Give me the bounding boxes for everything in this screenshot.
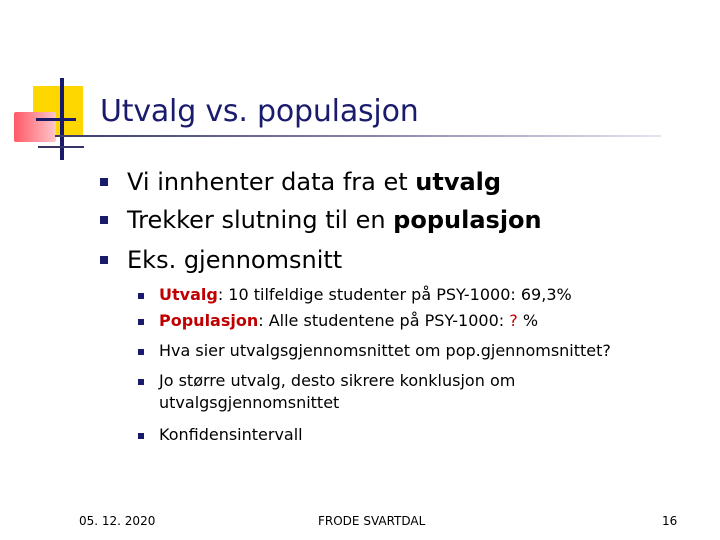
slide: Utvalg vs. populasjon Vi innhenter data fra et utvalg Trekker slutning til en populasjon Eks. gjennomsnitt Utvalg: 10 tilfeldige studenter på PSY-1000: 69,3% Populasjon: Alle studentene på PSY-1000: ? % Hva sier utvalgsgjennomsnittet om pop.gjennomsnittet? Jo større utvalg, desto sikrere konklusjon om utvalgsgjennomsnittet Konfidensintervall 05. 12. 2020 FRODE SVARTDAL 16 xyxy=(0,0,720,540)
square-bullet-icon xyxy=(138,349,144,355)
footer-author: FRODE SVARTDAL xyxy=(318,514,426,528)
square-bullet-icon xyxy=(100,216,108,224)
bold-term: populasjon xyxy=(393,206,542,234)
square-bullet-icon xyxy=(138,319,144,325)
decorative-horizontal-line xyxy=(36,118,76,121)
footer-date: 05. 12. 2020 xyxy=(79,514,156,528)
unknown-mark: ? xyxy=(509,311,518,330)
square-bullet-icon xyxy=(100,178,108,186)
square-bullet-icon xyxy=(138,433,144,439)
square-bullet-icon xyxy=(138,379,144,385)
decorative-horizontal-line-lower xyxy=(38,146,84,148)
highlight-term: Utvalg xyxy=(159,285,218,304)
title-underline xyxy=(55,135,661,137)
decorative-red-bar xyxy=(14,112,56,142)
highlight-term: Populasjon xyxy=(159,311,259,330)
square-bullet-icon xyxy=(138,293,144,299)
bold-term: utvalg xyxy=(415,168,502,196)
slide-title: Utvalg vs. populasjon xyxy=(100,94,419,129)
footer-page-number: 16 xyxy=(662,514,678,528)
square-bullet-icon xyxy=(100,256,108,264)
